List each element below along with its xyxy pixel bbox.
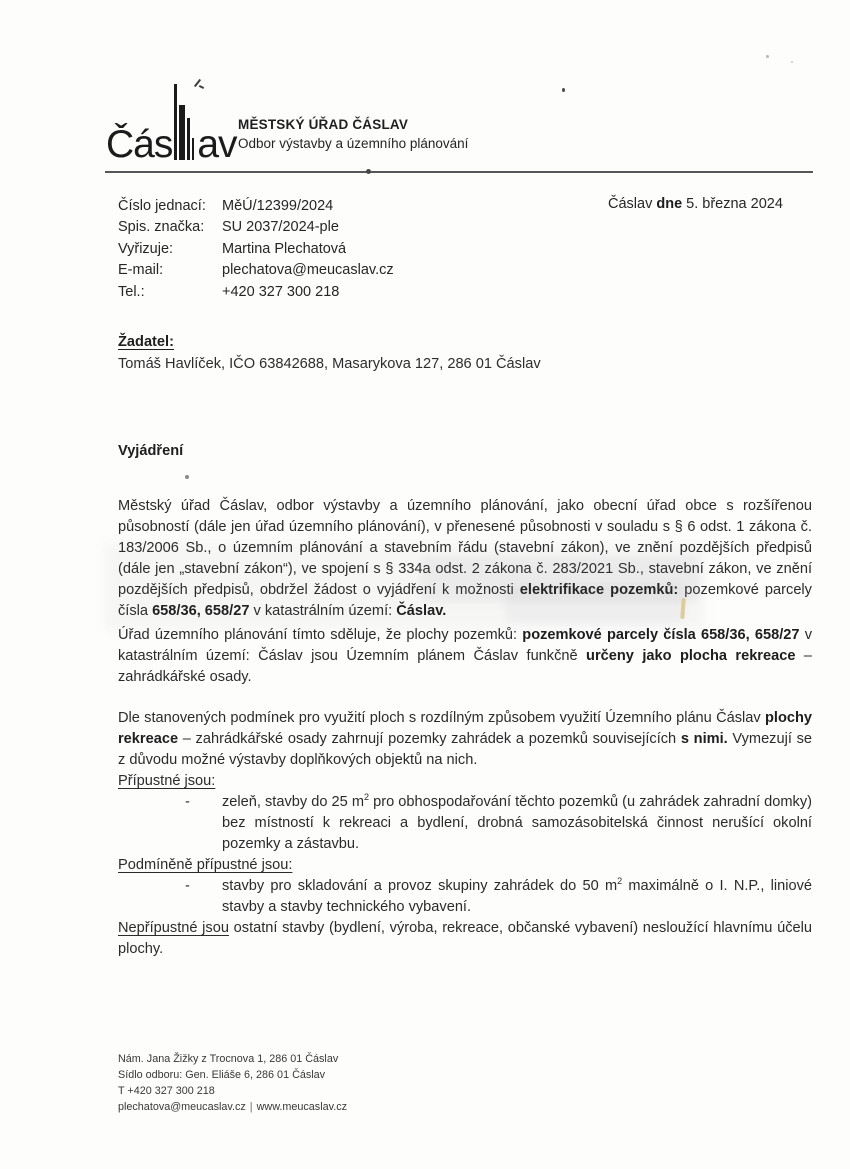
footer-contact-block [118,1051,347,1115]
meta-value: SU 2037/2024-ple [222,219,339,236]
bullet-dash: - [185,794,190,810]
date-value: 5. března 2024 [682,196,783,212]
letterhead-org [238,117,468,151]
footer-separator: | [249,1101,253,1113]
logo-text-pre: Čás [106,123,173,167]
meta-label: Spis. značka: [118,219,205,236]
date-word-dne: dne [656,196,683,212]
footer-email: plechatova@meucaslav.cz [118,1101,246,1113]
conditionally-permitted-item-text: stavby pro skladování a provoz skupiny zahrádek do 50 $m^2$ maximálně o I. N.P., liniové stavby a stavby technického vybavení. [222,876,812,915]
place-and-date [608,196,783,212]
applicant-details: Tomáš Havlíček, IČO 63842688, Masarykova 127, 286 01 Čáslav [118,356,541,372]
permitted-list-item [118,792,812,855]
paragraph-usage-conditions: Dle stanovených podmínek pro využití ploch s rozdílným způsobem využití Územního plánu Čáslav plochy rekreace – zahrádkářské osady zahrnují pozemky zahrádek a pozemků souvisejících s nimi. Vymezují se z důvodu možné výstavby doplňkových objektů na nich. [118,710,813,768]
org-name: MĚSTSKÝ ÚŘAD ČÁSLAV [238,117,409,132]
org-department: Odbor výstavby a územního plánování [238,136,469,151]
meta-value: Martina Plechatová [222,240,347,257]
footer-email-web-line [118,1099,347,1115]
scan-speck-artifact [562,88,565,92]
bullet-dash: - [185,878,190,894]
paragraph-not-permitted: Nepřípustné jsou ostatní stavby (bydlení, výroba, rekreace, občanské vybavení) nesloužící hlavnímu účelu plochy. [118,920,812,957]
logo-text-post: av [197,123,237,167]
meta-label: Tel.: [118,283,145,300]
date-prefix: Čáslav [608,196,657,212]
caslav-city-logo [106,84,237,167]
meta-value: +420 327 300 218 [222,283,340,300]
conditionally-permitted-heading: Podmíněně přípustné jsou: [118,857,293,873]
scan-watermark-artifact [505,585,685,623]
meta-rows [118,196,394,303]
paragraph-zoning-designation: Úřad územního plánování tímto sděluje, že plochy pozemků: pozemkové parcely čísla 658/36, 658/27 v katastrálním území: Čáslav jsou Územním plánem Čáslav funkčně určeny jako plocha rekreace – zahrádkářské osady. [118,627,813,685]
scan-speck-artifact [791,61,793,63]
statement-heading: Vyjádření [118,443,184,459]
scan-speck-artifact [185,475,189,479]
meta-label: E-mail: [118,262,164,279]
footer-line: T +420 327 300 218 [118,1085,215,1097]
meta-value: MěÚ/12399/2024 [222,198,334,214]
meta-value: plechatova@meucaslav.cz [222,262,394,279]
permitted-item-text: zeleň, stavby do 25 $m^2$ pro obhospodařování těchto pozemků (u zahrádek zahradní domky) bez místností k rekreaci a bydlení, drobná samozásobitelská činnost nerušící okolní pozemky a zástavbu. [222,792,812,852]
footer-website: www.meucaslav.cz [256,1101,348,1113]
permitted-heading: Přípustné jsou: [118,773,216,789]
footer-line: Nám. Jana Žižky z Trocnova 1, 286 01 Čáslav [118,1053,339,1065]
footer-lines [118,1051,347,1099]
scan-speck-artifact [766,55,769,58]
header-divider [105,171,813,173]
footer-line: Sídlo odboru: Gen. Eliáše 6, 286 01 Čáslav [118,1069,326,1081]
header-divider-dot-artifact [366,169,371,174]
logo-tower-bars-icon [174,84,194,160]
meta-label: Vyřizuje: [118,240,174,257]
conditionally-permitted-list-item [118,876,812,918]
paragraph-legal-basis: Městský úřad Čáslav, odbor výstavby a územního plánování, jako obecní úřad obce s rozšířenou působností (dále jen úřad územního plánování), v přenesené působnosti v souladu s § 6 odst. 1 zákona č. 183/2006 Sb., o územním plánování a stavebním řádu (stavební zákon), ve znění pozdějších předpisů (dále jen „stavební zákon“), ve spojení s § 334a odst. 2 zákona č. 283/2021 Sb., stavební zákon, ve znění pozdějších předpisů, obdržel žádost o vyjádření k možnosti elektrifikace pozemků: pozemkové parcely čísla 658/36, 658/27 v katastrálním území: Čáslav. [118,498,812,619]
applicant-heading: Žadatel: [118,334,174,350]
meta-label: Číslo jednací: [118,198,206,214]
